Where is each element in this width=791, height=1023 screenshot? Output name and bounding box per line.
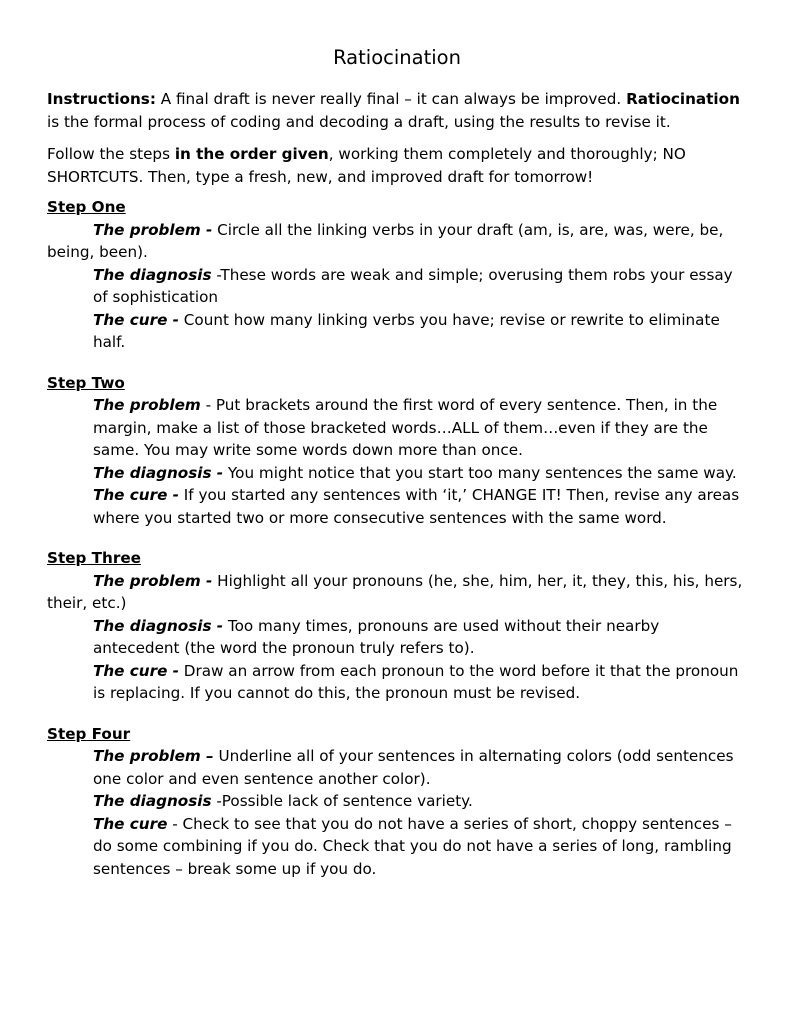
problem-label: The problem –	[93, 747, 214, 765]
problem-text: Underline all of your sentences in alternating colors (odd sentences one color and even sentence another color).	[93, 747, 734, 788]
follow-pre: Follow the steps	[47, 145, 175, 163]
cure-text: Count how many linking verbs you have; revise or rewrite to eliminate half.	[93, 310, 720, 351]
step-cure	[47, 309, 747, 354]
instructions-label: Instructions:	[47, 90, 156, 108]
step-diagnosis	[47, 615, 747, 660]
step-diagnosis	[47, 264, 747, 309]
instructions-text: A final draft is never really final – it can always be improved.	[155, 90, 627, 108]
step-cure	[47, 660, 747, 705]
cure-label: The cure -	[93, 661, 179, 680]
step-heading: Step Two	[47, 373, 125, 392]
step-problem	[47, 745, 747, 790]
diagnosis-label: The diagnosis -	[93, 463, 224, 482]
cure-label: The cure -	[93, 486, 179, 504]
problem-text: - Put brackets around the first word of every sentence. Then, in the margin, make a list of those bracketed words…ALL of them…even if they are the same. You may write some words down more than once.	[93, 396, 718, 459]
problem-label: The problem -	[93, 571, 213, 590]
cure-text: - Check to see that you do not have a series of short, choppy sentences – do some combining if you do. Check that you do not have a series of long, rambling sentences – break some up if you do.	[93, 814, 732, 878]
problem-label: The problem -	[93, 220, 213, 239]
instructions-paragraph	[47, 88, 747, 133]
step-diagnosis	[47, 462, 747, 485]
step-problem	[47, 570, 747, 615]
diagnosis-label: The diagnosis -	[93, 616, 224, 635]
step-two	[47, 372, 747, 530]
diagnosis-label: The diagnosis	[93, 265, 212, 284]
page-title: Ratiocination	[333, 46, 461, 69]
cure-label: The cure	[93, 814, 168, 833]
problem-text: Circle all the linking verbs in your draft (am, is, are, was, were, be, being, been).	[47, 220, 724, 261]
diagnosis-label: The diagnosis	[93, 792, 212, 810]
step-problem	[47, 219, 747, 264]
step-four	[47, 723, 747, 881]
diagnosis-text: You might notice that you start too many sentences the same way.	[223, 463, 737, 482]
step-heading: Step One	[47, 198, 126, 216]
ratiocination-term: Ratiocination	[626, 90, 740, 108]
instructions-text-cont: is the formal process of coding and decoding a draft, using the results to revise it.	[47, 112, 671, 131]
diagnosis-text: -These words are weak and simple; overusing them robs your essay of sophistication	[93, 265, 733, 306]
step-cure	[47, 484, 747, 529]
follow-post: , working them completely and thoroughly; NO SHORTCUTS. Then, type a fresh, new, and improved draft for tomorrow!	[47, 145, 686, 186]
follow-bold: in the order given	[174, 145, 329, 163]
step-problem	[47, 394, 747, 462]
step-three	[47, 547, 747, 705]
cure-text: Draw an arrow from each pronoun to the word before it that the pronoun is replacing. If you cannot do this, the pronoun must be revised.	[93, 661, 739, 702]
problem-label: The problem	[93, 396, 201, 414]
step-cure	[47, 813, 747, 881]
step-heading: Step Four	[47, 724, 131, 743]
diagnosis-text: -Possible lack of sentence variety.	[211, 792, 473, 810]
step-heading: Step Three	[47, 549, 141, 567]
cure-label: The cure -	[93, 310, 179, 329]
step-diagnosis	[47, 790, 747, 813]
follow-steps-paragraph	[47, 143, 747, 188]
document-page	[47, 44, 747, 898]
step-one	[47, 196, 747, 354]
problem-text: Highlight all your pronouns (he, she, him, her, it, they, this, his, hers, their, etc.)	[47, 571, 743, 612]
diagnosis-text: Too many times, pronouns are used without their nearby antecedent (the word the pronoun truly refers to).	[93, 616, 660, 657]
cure-text: If you started any sentences with ‘it,’ CHANGE IT! Then, revise any areas where you started two or more consecutive sentences with the same word.	[93, 486, 740, 527]
